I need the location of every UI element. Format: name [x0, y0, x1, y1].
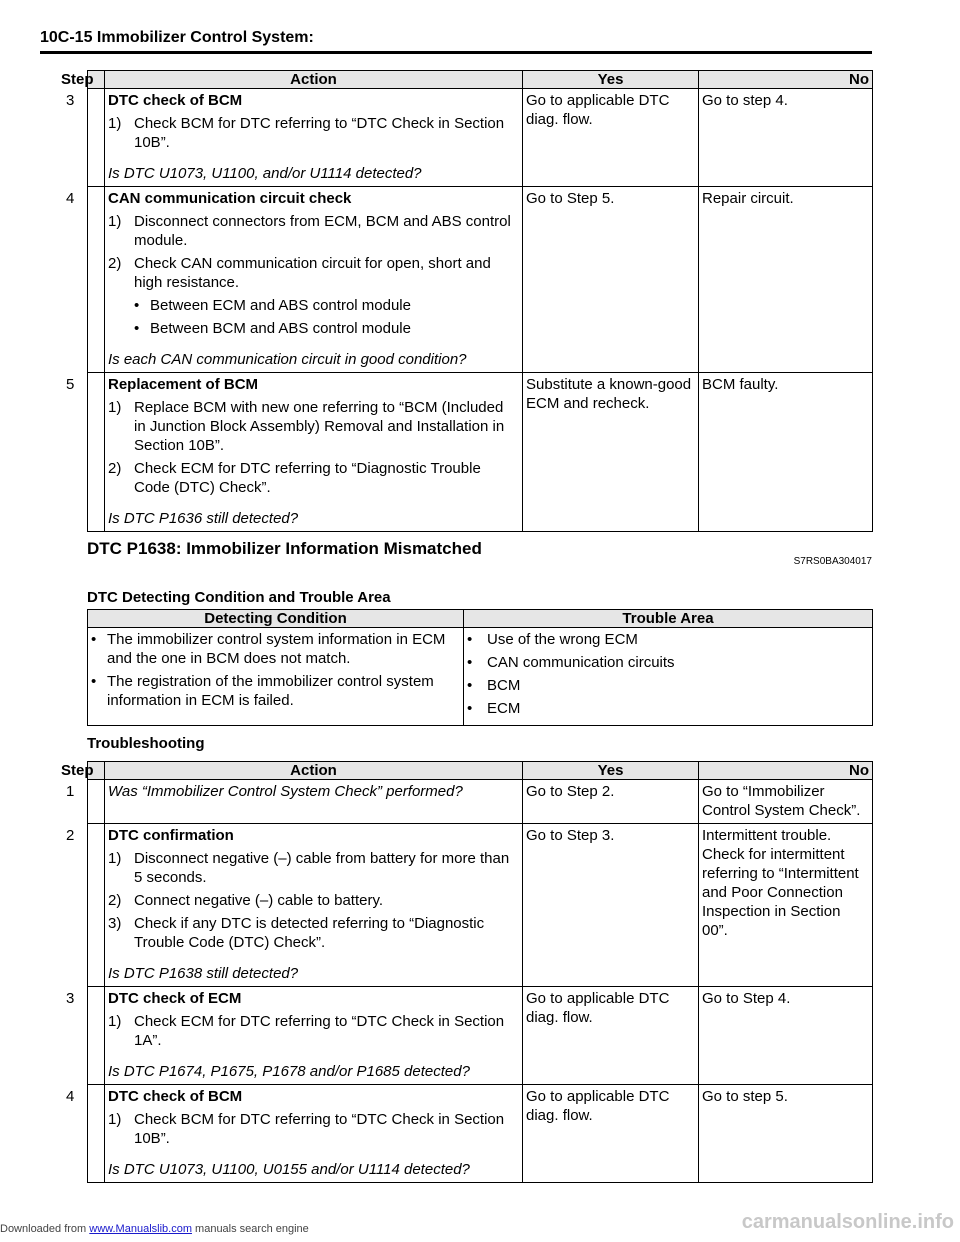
action-question: Is DTC U1073, U1100, and/or U1114 detected?	[108, 165, 422, 182]
substep-text: Check BCM for DTC referring to “DTC Check in Section 10B”.	[134, 115, 505, 151]
no-cell: Intermittent trouble. Check for intermittent referring to “Intermittent and Poor Connection Inspection in Section 00”.	[699, 824, 873, 987]
action-cell	[105, 1085, 523, 1183]
substep-number: 2)	[108, 255, 122, 272]
procedure-table-top	[61, 70, 873, 532]
yes-cell: Go to applicable DTC diag. flow.	[523, 89, 699, 187]
action-cell	[105, 89, 523, 187]
substep-number: 1)	[108, 850, 122, 867]
bullet-mark: •	[467, 700, 473, 717]
action-question: Is DTC P1638 still detected?	[108, 965, 299, 982]
substep-number: 1)	[108, 399, 122, 416]
table-row	[88, 824, 873, 987]
bullet-mark: •	[134, 320, 140, 337]
no-cell: Go to Step 4.	[699, 987, 873, 1085]
substep-bullet	[134, 296, 519, 315]
table-row	[88, 373, 873, 532]
action-title: DTC confirmation	[108, 827, 234, 844]
step-cell	[66, 187, 105, 373]
action-cell	[105, 373, 523, 532]
table-row	[88, 1085, 873, 1183]
step-number: 3	[66, 92, 75, 109]
action-substep	[108, 398, 519, 455]
table-row	[88, 987, 873, 1085]
action-substep	[108, 212, 519, 250]
substep-text: Disconnect connectors from ECM, BCM and ABS control module.	[134, 213, 511, 249]
action-title: DTC check of ECM	[108, 990, 242, 1007]
step-cell	[66, 824, 105, 987]
bullet-mark: •	[134, 297, 140, 314]
header-rule	[40, 51, 872, 54]
action-substep	[108, 114, 519, 152]
yes-cell: Go to Step 3.	[523, 824, 699, 987]
yes-cell: Go to applicable DTC diag. flow.	[523, 1085, 699, 1183]
substep-text: Check BCM for DTC referring to “DTC Check in Section 10B”.	[134, 1111, 505, 1147]
step-number: 4	[66, 190, 75, 207]
action-header: Action	[105, 71, 523, 89]
action-substep	[108, 459, 519, 497]
substep-number: 1)	[108, 213, 122, 230]
step-number: 1	[66, 783, 75, 800]
step-header: Step	[88, 71, 105, 89]
substep-number: 1)	[108, 115, 122, 132]
no-cell: Repair circuit.	[699, 187, 873, 373]
action-substep	[108, 1110, 519, 1148]
action-question: Was “Immobilizer Control System Check” performed?	[108, 783, 463, 800]
action-substep	[108, 1012, 519, 1050]
step-cell	[66, 780, 105, 824]
action-question: Is each CAN communication circuit in good condition?	[108, 351, 467, 368]
yes-cell: Go to Step 5.	[523, 187, 699, 373]
action-title: Replacement of BCM	[108, 376, 259, 393]
trouble-area-item	[467, 630, 869, 649]
no-cell: Go to step 5.	[699, 1085, 873, 1183]
page-header: 10C-15 Immobilizer Control System:	[40, 29, 314, 46]
bullet-mark: •	[467, 631, 473, 648]
trouble-area-item	[467, 676, 869, 695]
section-code: S7RS0BA304017	[793, 556, 872, 567]
action-question: Is DTC P1674, P1675, P1678 and/or P1685 detected?	[108, 1063, 470, 1080]
step-header: Step	[88, 762, 105, 780]
step-number: 4	[66, 1088, 75, 1105]
no-header: No	[699, 71, 873, 89]
procedure-table-bottom	[61, 761, 873, 1183]
substep-number: 1)	[108, 1013, 122, 1030]
action-header: Action	[105, 762, 523, 780]
condition-text: The immobilizer control system information in ECM and the one in BCM does not match.	[107, 631, 446, 667]
substep-text: Check ECM for DTC referring to “DTC Check in Section 1A”.	[134, 1013, 505, 1049]
step-number: 2	[66, 827, 75, 844]
step-cell	[66, 987, 105, 1085]
yes-cell: Go to applicable DTC diag. flow.	[523, 987, 699, 1085]
table-header-row	[88, 71, 873, 89]
watermark: carmanualsonline.info	[741, 1211, 954, 1233]
footer	[0, 1222, 309, 1236]
area-text: ECM	[487, 700, 521, 717]
area-text: BCM	[487, 677, 521, 694]
action-cell	[105, 187, 523, 373]
bullet-mark: •	[467, 654, 473, 671]
no-cell: Go to step 4.	[699, 89, 873, 187]
action-substep	[108, 891, 519, 910]
trouble-area-header: Trouble Area	[464, 610, 873, 628]
bullet-text: Between ECM and ABS control module	[150, 297, 411, 314]
bullet-mark: •	[91, 631, 97, 648]
substep-number: 3)	[108, 915, 122, 932]
manualslib-link[interactable]: www.Manualslib.com	[89, 1223, 192, 1235]
table-row	[88, 89, 873, 187]
substep-text: Check ECM for DTC referring to “Diagnostic Trouble Code (DTC) Check”.	[134, 460, 481, 496]
condition-item	[91, 630, 460, 668]
area-text: Use of the wrong ECM	[487, 631, 638, 648]
action-substep	[108, 914, 519, 952]
action-title: DTC check of BCM	[108, 92, 243, 109]
table-row	[88, 628, 873, 726]
table-header-row	[88, 610, 873, 628]
action-cell	[105, 780, 523, 824]
substep-number: 2)	[108, 892, 122, 909]
condition-item	[91, 672, 460, 710]
action-title: CAN communication circuit check	[108, 190, 352, 207]
yes-header: Yes	[523, 762, 699, 780]
step-cell	[66, 89, 105, 187]
action-substep	[108, 254, 519, 292]
action-cell	[105, 987, 523, 1085]
area-text: CAN communication circuits	[487, 654, 675, 671]
action-cell	[105, 824, 523, 987]
step-number: 3	[66, 990, 75, 1007]
substep-bullet	[134, 319, 519, 338]
substep-text: Connect negative (–) cable to battery.	[134, 892, 384, 909]
substep-text: Check if any DTC is detected referring to “Diagnostic Trouble Code (DTC) Check”.	[134, 915, 485, 951]
step-cell	[66, 373, 105, 532]
detect-heading: DTC Detecting Condition and Trouble Area	[87, 589, 391, 606]
table-row	[88, 780, 873, 824]
yes-cell: Substitute a known-good ECM and recheck.	[523, 373, 699, 532]
table-row	[88, 187, 873, 373]
substep-text: Disconnect negative (–) cable from battery for more than 5 seconds.	[134, 850, 510, 886]
substep-number: 1)	[108, 1111, 122, 1128]
area-cell	[464, 628, 873, 726]
yes-cell: Go to Step 2.	[523, 780, 699, 824]
step-cell	[66, 1085, 105, 1183]
bullet-text: Between BCM and ABS control module	[150, 320, 411, 337]
action-question: Is DTC U1073, U1100, U0155 and/or U1114 detected?	[108, 1161, 470, 1178]
yes-header: Yes	[523, 71, 699, 89]
no-cell: Go to “Immobilizer Control System Check”.	[699, 780, 873, 824]
action-substep	[108, 849, 519, 887]
footer-prefix: Downloaded from	[0, 1223, 90, 1235]
condition-text: The registration of the immobilizer control system information in ECM is failed.	[107, 673, 434, 709]
trouble-area-item	[467, 653, 869, 672]
footer-suffix: manuals search engine	[191, 1223, 309, 1235]
action-title: DTC check of BCM	[108, 1088, 243, 1105]
bullet-mark: •	[91, 673, 97, 690]
substep-text: Replace BCM with new one referring to “BCM (Included in Junction Block Assembly) Removal and Installation in Section 10B”.	[134, 399, 505, 454]
detecting-condition-table	[87, 609, 873, 726]
bullet-mark: •	[467, 677, 473, 694]
detecting-condition-header: Detecting Condition	[88, 610, 464, 628]
action-question: Is DTC P1636 still detected?	[108, 510, 299, 527]
substep-number: 2)	[108, 460, 122, 477]
troubleshooting-heading: Troubleshooting	[87, 735, 205, 752]
condition-cell	[88, 628, 464, 726]
step-number: 5	[66, 376, 75, 393]
no-cell: BCM faulty.	[699, 373, 873, 532]
trouble-area-item	[467, 699, 869, 718]
table-header-row	[88, 762, 873, 780]
no-header: No	[699, 762, 873, 780]
substep-text: Check CAN communication circuit for open, short and high resistance.	[134, 255, 491, 291]
section-title: DTC P1638: Immobilizer Information Mismatched	[87, 539, 482, 558]
